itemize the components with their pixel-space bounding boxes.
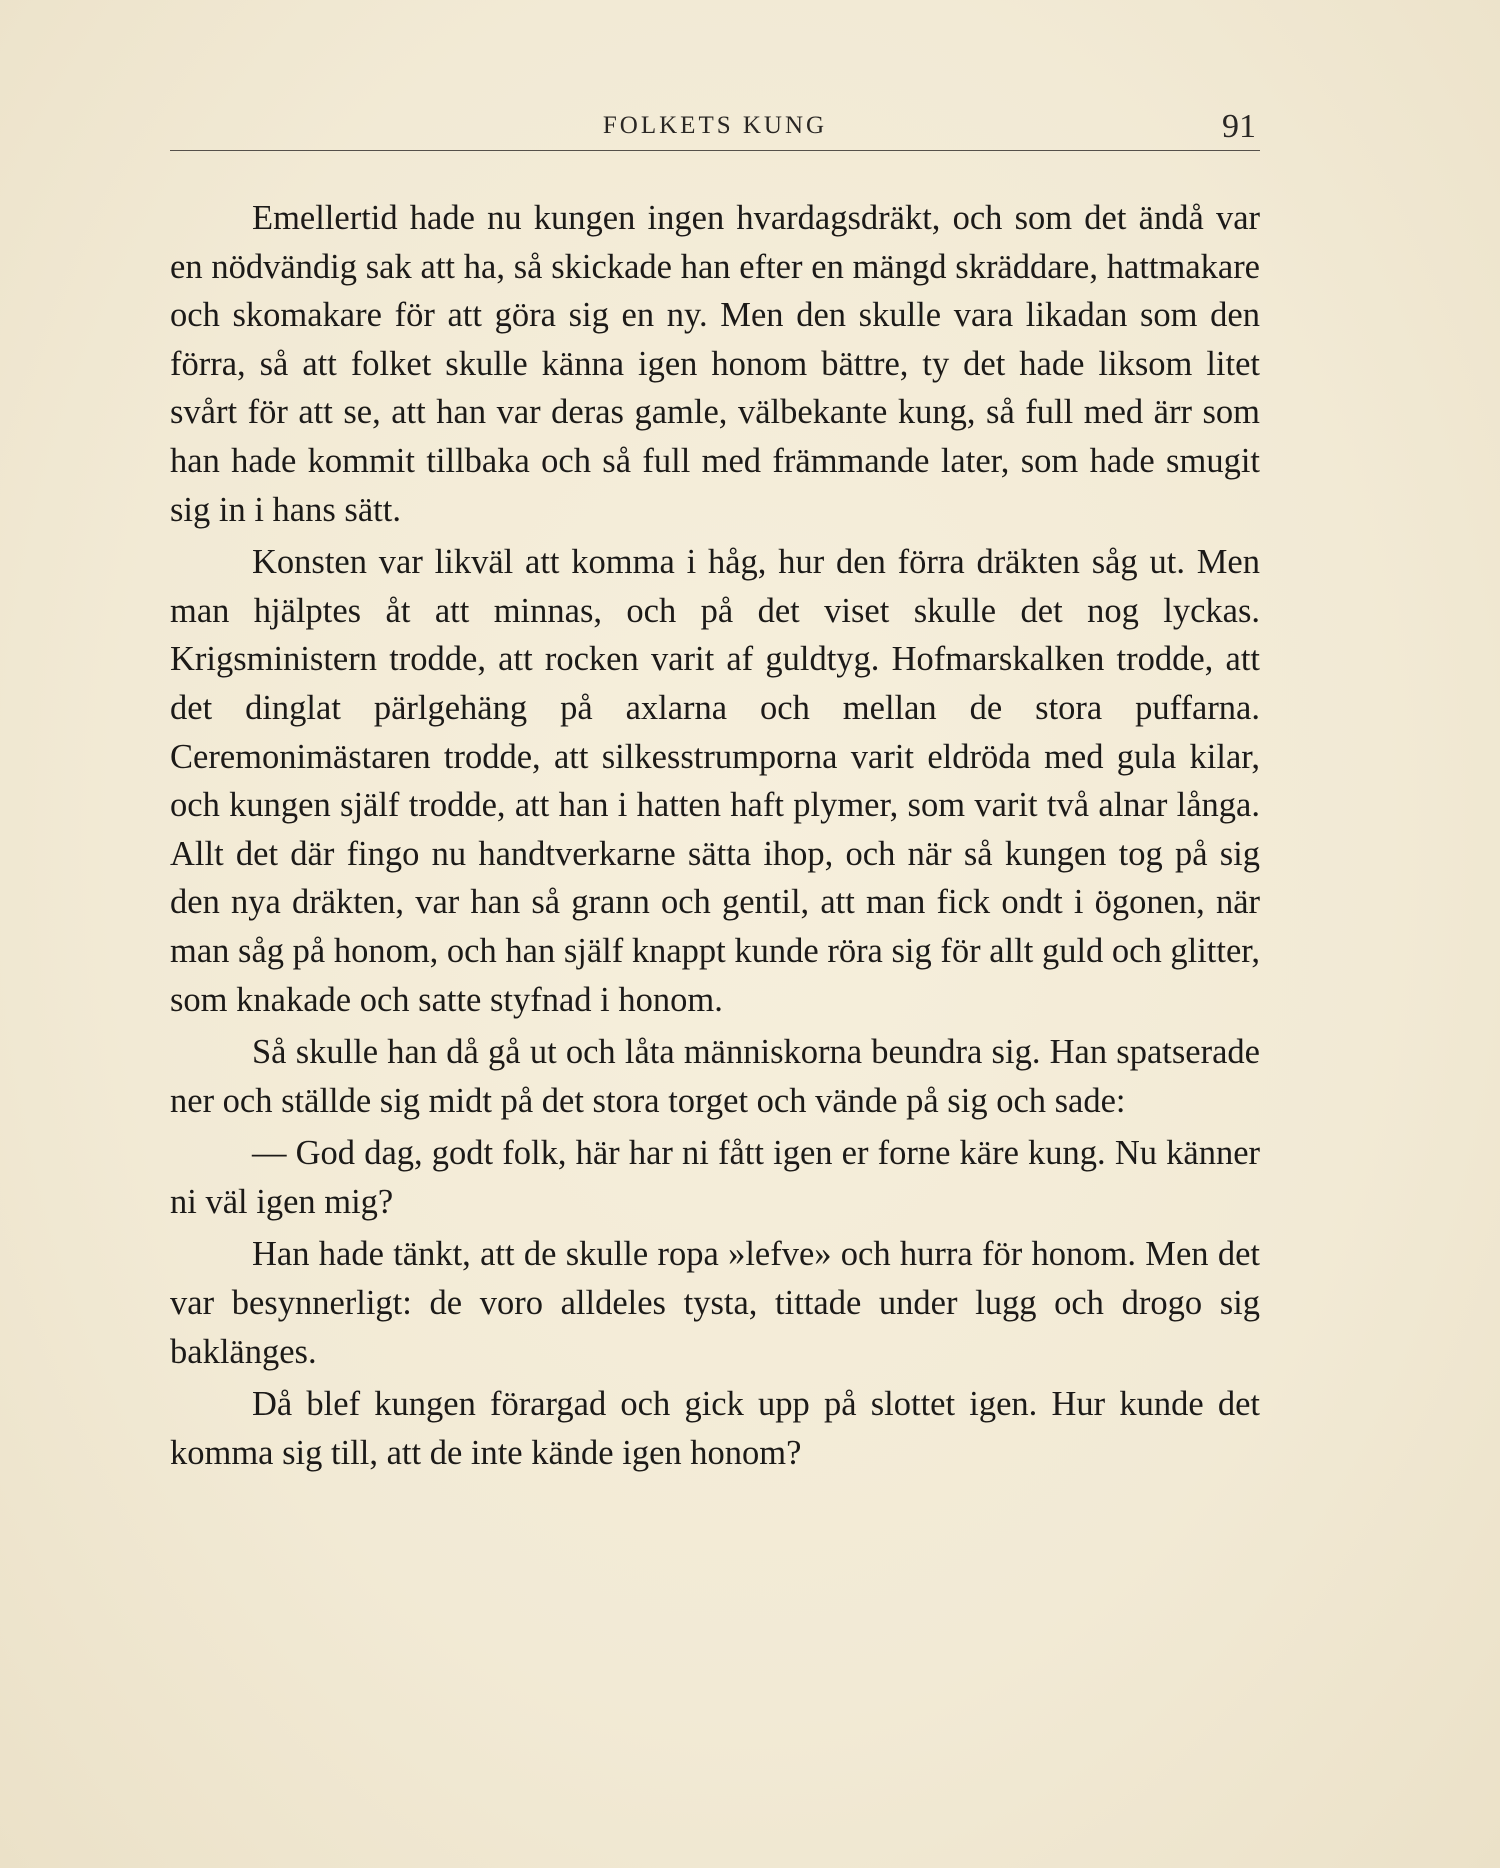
paragraph-6: Då blef kungen förargad och gick upp på slottet igen. Hur kunde det komma sig till, att de inte kände igen honom? [170,1385,1260,1472]
paragraph-1: Emellertid hade nu kungen ingen hvardagsdräkt, och som det ändå var en nödvändig sak att ha, så skickade han efter en mängd skräddare, hattmakare och skomakare för att göra sig en ny. Men den skulle vara likadan som den förra, så att folket skulle känna igen honom bättre, ty det hade liksom litet svårt för att se, att han var deras gamle, välbekante kung, så full med ärr som han hade kommit tillbaka och så full med främmande later, som hade smugit sig in i hans sätt. [170,199,1260,529]
header-rule [170,150,1260,151]
paragraph-2: Konsten var likväl att komma i håg, hur den förra dräkten såg ut. Men man hjälptes åt att minnas, och på det viset skulle det nog lyckas. Krigsministern trodde, att rocken varit af guldtyg. Hofmarskalken trodde, att det dinglat pärlgehäng på axlarna och mellan de stora puffarna. Ceremonimästaren trodde, att silkesstrumporna varit eldröda med gula kilar, och kungen själf trodde, att han i hatten haft plymer, som varit två alnar långa. Allt det där fingo nu handtverkarne sätta ihop, och när så kungen tog på sig den nya dräkten, var han så grann och gentil, att man fick ondt i ögonen, när man såg på honom, och han själf knappt kunde röra sig för allt guld och glitter, som knakade och satte styfnad i honom. [170,543,1260,1019]
paragraph-3: Så skulle han då gå ut och låta människorna beundra sig. Han spatserade ner och ställde sig midt på det stora torget och vände på sig och sade: [170,1033,1260,1120]
body-text [170,194,1260,1481]
running-head [170,108,1260,152]
paragraph-4-dialogue: — God dag, godt folk, här har ni fått igen er forne käre kung. Nu känner ni väl igen mig? [170,1134,1260,1221]
page-number: 91 [1222,108,1256,145]
paragraph-5: Han hade tänkt, att de skulle ropa »lefve» och hurra för honom. Men det var besynnerligt: de voro alldeles tysta, tittade under lugg och drogo sig baklänges. [170,1235,1260,1371]
running-title: FOLKETS KUNG [602,112,828,139]
